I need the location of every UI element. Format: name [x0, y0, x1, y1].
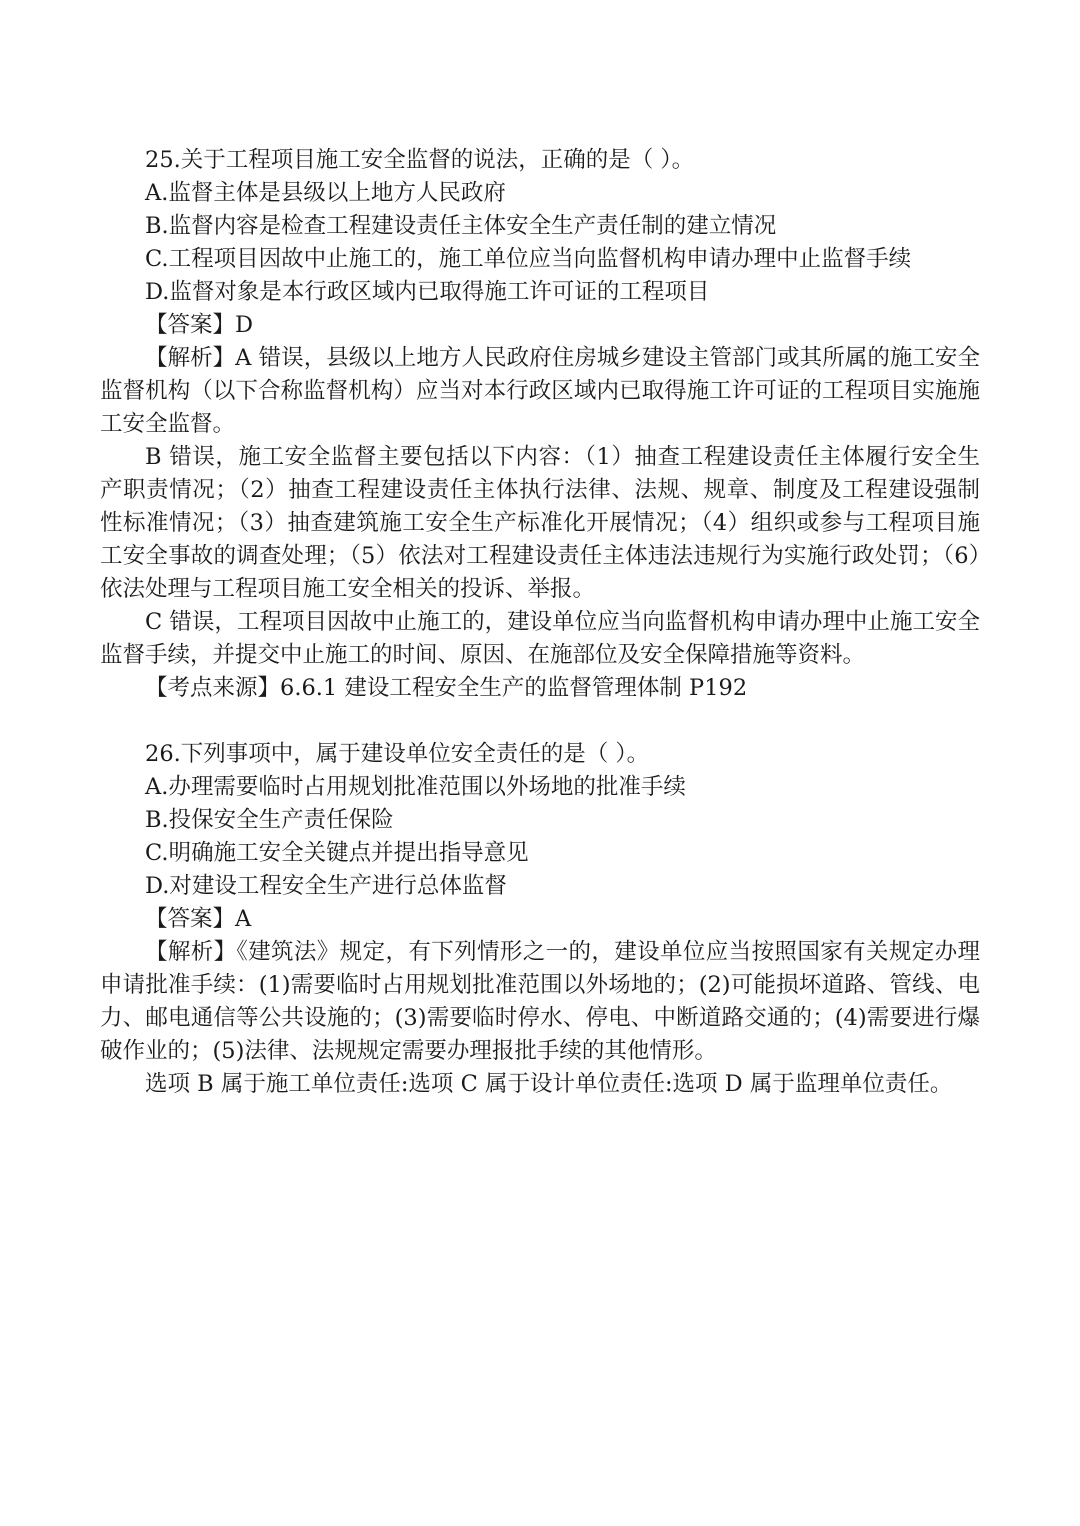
question-stem: 26.下列事项中，属于建设单位安全责任的是（ ）。 — [145, 741, 650, 767]
question-25 — [100, 144, 980, 705]
analysis-paragraph-1: 【解析】《建筑法》规定，有下列情形之一的，建设单位应当按照国家有关规定办理申请批准手续：(1)需要临时占用规划批准范围以外场地的；(2)可能损坏道路、管线、电力、邮电通信等公共设施的；(3)需要临时停水、停电、中断道路交通的；(4)需要进行爆破作业的；(5)法律、法规规定需要办理报批手续的其他情形。 — [100, 939, 980, 1064]
option-b: B.投保安全生产责任保险 — [145, 807, 394, 833]
analysis-paragraph-2: B 错误，施工安全监督主要包括以下内容：（1）抽查工程建设责任主体履行安全生产职责情况；（2）抽查工程建设责任主体执行法律、法规、规章、制度及工程建设强制性标准情况；（3）抽查建筑施工安全生产标准化开展情况；（4）组织或参与工程项目施工安全事故的调查处理；（5）依法对工程建设责任主体违法违规行为实施行政处罚；（6）依法处理与工程项目施工安全相关的投诉、举报。 — [100, 444, 980, 602]
answer-line: 【答案】A — [145, 906, 252, 932]
analysis-paragraph-1: 【解析】A 错误，县级以上地方人民政府住房城乡建设主管部门或其所属的施工安全监督机构（以下合称监督机构）应当对本行政区域内已取得施工许可证的工程项目实施施工安全监督。 — [100, 345, 980, 437]
option-b: B.监督内容是检查工程建设责任主体安全生产责任制的建立情况 — [145, 213, 777, 239]
option-d: D.对建设工程安全生产进行总体监督 — [145, 873, 507, 899]
option-a: A.办理需要临时占用规划批准范围以外场地的批准手续 — [145, 774, 686, 800]
question-stem: 25.关于工程项目施工安全监督的说法，正确的是（ ）。 — [145, 147, 695, 173]
source-line: 【考点来源】6.6.1 建设工程安全生产的监督管理体制 P192 — [145, 675, 748, 701]
option-a: A.监督主体是县级以上地方人民政府 — [145, 180, 506, 206]
option-c: C.明确施工安全关键点并提出指导意见 — [145, 840, 529, 866]
question-26 — [100, 738, 980, 1101]
analysis-paragraph-3: C 错误，工程项目因故中止施工的，建设单位应当向监督机构申请办理中止施工安全监督手续，并提交中止施工的时间、原因、在施部位及安全保障措施等资料。 — [100, 609, 980, 668]
document-page — [100, 144, 980, 1101]
analysis-paragraph-2: 选项 B 属于施工单位责任:选项 C 属于设计单位责任:选项 D 属于监理单位责任。 — [145, 1071, 953, 1097]
answer-line: 【答案】D — [145, 312, 254, 338]
section-spacer — [100, 705, 980, 738]
option-d: D.监督对象是本行政区域内已取得施工许可证的工程项目 — [145, 279, 710, 305]
option-c: C.工程项目因故中止施工的，施工单位应当向监督机构申请办理中止监督手续 — [145, 246, 912, 272]
